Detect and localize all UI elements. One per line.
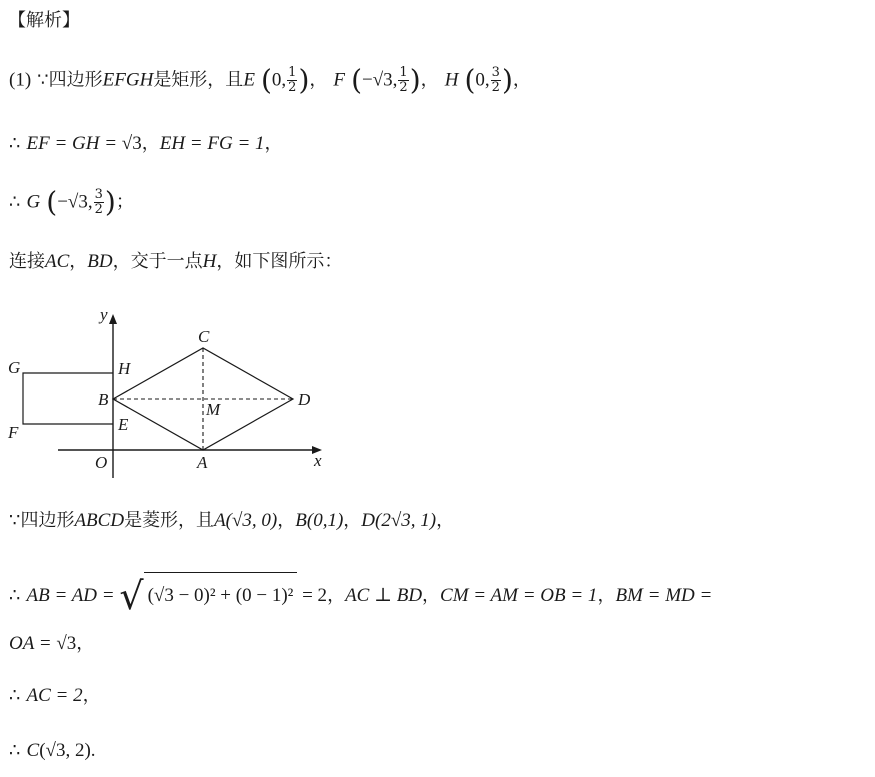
equation: AC = 2 [26,685,83,706]
label-e: E [118,415,129,434]
point-d: D(2√3, 1) [361,510,437,531]
text: 四边形 [20,510,75,531]
paren: ( [351,63,363,97]
label-d: D [298,390,311,409]
therefore-symbol: ∴ [9,191,21,213]
label-h: H [118,359,131,378]
comma: ， [422,585,441,606]
line-3 [9,185,134,219]
line-4 [9,248,342,275]
point-c: C [26,740,40,761]
fraction [398,66,408,95]
because-symbol: ∵ [9,510,21,531]
equation: = 2 [297,585,328,606]
label-c: C [198,327,210,346]
label-y: y [100,305,108,324]
point-b: B(0,1) [295,510,344,531]
rect-name: EFGH [102,69,154,91]
paren: ( [260,63,272,97]
therefore-symbol: ∴ [9,133,21,154]
comma: ， [277,510,296,531]
paren: ) [409,63,421,97]
part-number: (1) [9,69,32,91]
comma: ， [597,585,616,606]
line-9 [9,737,96,764]
y-axis-arrow [109,314,117,324]
coord: 0, [475,69,490,91]
equation: AB = AD = [26,585,120,606]
coord: (√3, 2) [39,740,91,761]
label-x: x [314,451,322,470]
comma: ， [82,685,101,706]
line-2 [9,130,283,157]
paren: ) [104,185,116,219]
equation: BM = MD = [615,585,713,606]
perpendicular: AC ⊥ BD [345,585,423,606]
point-g: G [26,191,41,213]
comma: ， [76,633,95,654]
line-1 [9,63,531,97]
because-symbol: ∵ [37,69,49,91]
rhombus-name: ABCD [74,510,125,531]
line-6 [9,572,713,618]
denominator: 2 [288,80,297,95]
text: 连接 [9,251,45,272]
denominator: 2 [94,202,103,217]
label-o: O [95,453,108,472]
point-h: H [444,69,459,91]
text: ，如下图所示： [216,251,343,272]
header-title: 【解析】 [8,10,80,31]
comma: ， [436,510,455,531]
point-h: H [202,251,217,272]
fraction [94,188,104,217]
sqrt-value: √3 [121,133,142,154]
denominator: 2 [399,80,408,95]
comma: ， [141,133,160,154]
therefore-symbol: ∴ [9,685,21,706]
coord: −√3, [57,191,93,213]
label-b: B [98,390,109,409]
comma: ， [512,69,531,91]
point-f: F [333,69,346,91]
radicand: (√3 − 0)² + (0 − 1)² [144,572,298,613]
geometry-figure [0,300,340,480]
numerator: 3 [491,65,500,80]
numerator: 1 [288,65,297,80]
text: 是矩形，且 [153,69,244,91]
comma: ， [264,133,283,154]
text: 四边形 [48,69,103,91]
solution-header [8,8,80,34]
denominator: 2 [491,80,500,95]
equation: OA = [9,633,57,654]
text: 是菱形，且 [124,510,215,531]
point-e: E [243,69,255,91]
comma: ， [327,585,346,606]
numerator: 3 [94,187,103,202]
equation: CM = AM = OB = 1 [440,585,598,606]
line-7 [9,630,94,657]
coord: 0, [271,69,287,91]
segment-ac: AC [45,251,70,272]
paren: ) [298,63,310,97]
sqrt-sign: √ [119,574,144,618]
label-g: G [8,358,21,377]
equation: EH = FG = 1 [159,133,265,154]
comma: ， [420,69,439,91]
coord: −√3, [362,69,398,91]
paren: ( [46,185,58,219]
comma: ， [309,69,328,91]
line-8 [9,682,101,709]
paren: ) [501,63,513,97]
semicolon: ； [115,191,134,213]
segment-bd: BD [87,251,113,272]
fraction [287,66,297,95]
point-a: A(√3, 0) [214,510,278,531]
numerator: 1 [399,65,408,80]
paren: ( [464,63,476,97]
sqrt-value: √3 [56,633,77,654]
label-f: F [8,423,19,442]
comma: ， [69,251,88,272]
therefore-symbol: ∴ [9,740,21,761]
label-a: A [197,453,208,472]
line-5 [9,507,454,534]
fraction [491,66,501,95]
therefore-symbol: ∴ [9,585,21,606]
comma: ， [343,510,362,531]
equation: EF = GH = [26,133,122,154]
label-m: M [206,400,221,419]
text: ，交于一点 [112,251,203,272]
period: . [90,740,96,761]
